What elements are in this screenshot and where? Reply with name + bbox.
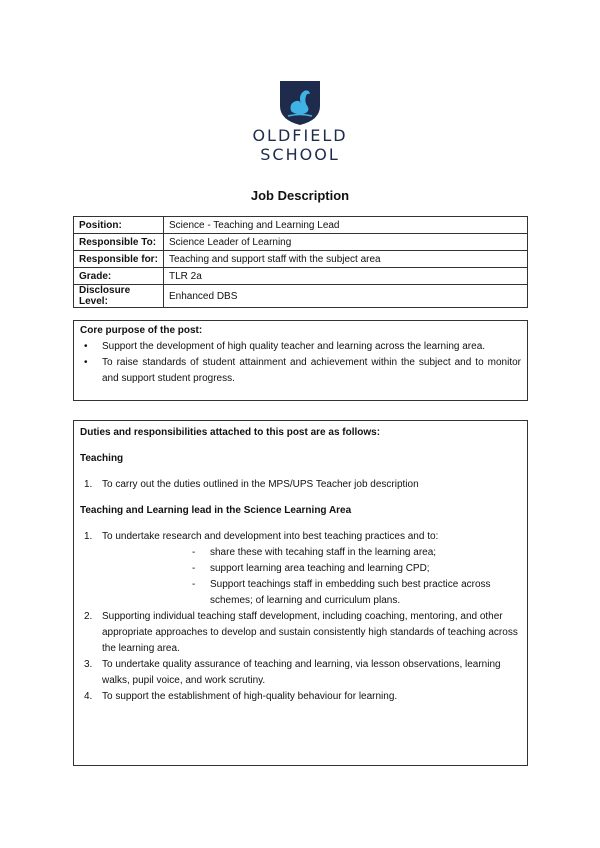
duties-box [73,420,528,766]
core-purpose-list [80,339,521,387]
detail-label: Responsible To: [74,234,164,251]
detail-label: Disclosure Level: [74,285,164,308]
detail-label: Responsible for: [74,251,164,268]
lead-sublist [80,545,521,609]
item-text: To undertake quality assurance of teaching and learning, via lesson observations, learning walks, pupil voice, and work scrutiny. [102,659,501,686]
teaching-heading: Teaching [80,453,124,464]
duties-heading: Duties and responsibilities attached to this post are as follows: [80,427,381,438]
list-item: • Support the development of high quality teacher and learning across the learning area. [80,339,521,355]
list-item [80,529,521,545]
table-row [74,285,528,308]
list-item [80,609,521,657]
item-text: To support the establishment of high-quality behaviour for learning. [102,691,398,702]
school-name-line-2: SCHOOL [260,145,340,164]
lead-heading: Teaching and Learning lead in the Science Learning Area [80,505,352,516]
list-item: • To raise standards of student attainment and achievement within the subject and to monitor and support student progress. [80,355,521,387]
item-text: To carry out the duties outlined in the MPS/UPS Teacher job description [102,479,419,490]
lead-list [80,529,521,545]
table-row [74,217,528,234]
job-details-table [73,216,528,308]
item-number: 1. [84,531,93,542]
list-item [80,477,521,493]
table-row [74,234,528,251]
list-item: - share these with tecahing staff in the learning area; [190,545,521,561]
core-purpose-box [73,320,528,401]
teaching-list [80,477,521,493]
list-item [80,689,521,705]
list-item [80,657,521,689]
detail-value: Enhanced DBS [164,285,528,308]
school-crest-logo [279,80,321,126]
table-row [74,268,528,285]
detail-label: Position: [74,217,164,234]
detail-value: Teaching and support staff with the subject area [164,251,528,268]
detail-value: TLR 2a [164,268,528,285]
item-number: 3. [84,659,93,670]
item-text: To undertake research and development into best teaching practices and to: [102,531,439,542]
school-name-line-1: OLDFIELD [252,126,348,145]
table-row [74,251,528,268]
item-number: 4. [84,691,93,702]
item-text: Supporting individual teaching staff development, including coaching, mentoring, and other appropriate approaches to develop and sustain consistently high standards of teaching across the learning area. [102,611,518,654]
list-item: - Support teachings staff in embedding such best practice across schemes; of learning and curriculum plans. [190,577,521,609]
core-purpose-heading: Core purpose of the post: [80,325,203,336]
detail-value: Science - Teaching and Learning Lead [164,217,528,234]
lead-list-continued [80,609,521,705]
item-number: 2. [84,611,93,622]
detail-value: Science Leader of Learning [164,234,528,251]
detail-label: Grade: [74,268,164,285]
document-title: Job Description [250,188,350,203]
item-number: 1. [84,479,93,490]
list-item: - support learning area teaching and learning CPD; [190,561,521,577]
